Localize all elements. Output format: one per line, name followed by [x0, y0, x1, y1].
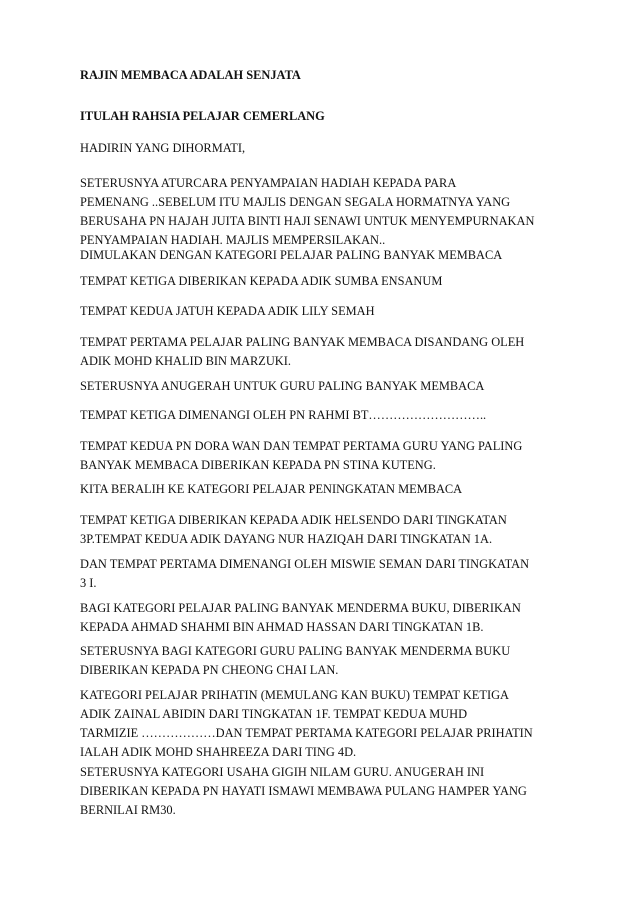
text-line: PENYAMPAIAN HADIAH. MAJLIS MEMPERSILAKAN.. [80, 233, 386, 247]
text-line: TEMPAT KEDUA PN DORA WAN DAN TEMPAT PERTAMA GURU YANG PALING [80, 439, 523, 453]
text-line: DIBERIKAN KEPADA PN HAYATI ISMAWI MEMBAWA PULANG HAMPER YANG [80, 784, 527, 798]
text-line: SETERUSNYA KATEGORI USAHA GIGIH NILAM GURU. ANUGERAH INI [80, 765, 485, 779]
text-line: TARMIZIE ………………DAN TEMPAT PERTAMA KATEGORI PELAJAR PRIHATIN [80, 726, 533, 740]
text-line: 3 I. [80, 576, 97, 590]
paragraph-second-place-student [80, 302, 580, 321]
text-line: SETERUSNYA ATURCARA PENYAMPAIAN HADIAH KEPADA PARA [80, 176, 457, 190]
text-line: BANYAK MEMBACA DIBERIKAN KEPADA PN STINA KUTENG. [80, 458, 436, 472]
paragraph-category-most-reading-teacher [80, 377, 580, 396]
paragraph-category-nilam-teacher [80, 763, 580, 820]
text-line: TEMPAT KETIGA DIMENANGI OLEH PN RAHMI BT……………………….. [80, 408, 487, 422]
paragraph-category-book-donation-teacher [80, 642, 580, 680]
text-line: TEMPAT PERTAMA PELAJAR PALING BANYAK MEMBACA DISANDANG OLEH [80, 335, 525, 349]
paragraph-category-reading-improvement [80, 480, 580, 499]
text-line: DIMULAKAN DENGAN KATEGORI PELAJAR PALING BANYAK MEMBACA [80, 248, 503, 262]
paragraph-second-first-place-teacher [80, 437, 580, 475]
text-line: DAN TEMPAT PERTAMA DIMENANGI OLEH MISWIE SEMAN DARI TINGKATAN [80, 557, 530, 571]
text-line: BAGI KATEGORI PELAJAR PALING BANYAK MENDERMA BUKU, DIBERIKAN [80, 601, 521, 615]
document-subheading: ITULAH RAHSIA PELAJAR CEMERLANG [80, 109, 325, 123]
paragraph-improvement-first [80, 555, 580, 593]
paragraph-first-place-student [80, 333, 580, 371]
paragraph-category-book-donation-student [80, 599, 580, 637]
text-line: TEMPAT KETIGA DIBERIKAN KEPADA ADIK SUMBA ENSANUM [80, 274, 443, 288]
text-line: KITA BERALIH KE KATEGORI PELAJAR PENINGKATAN MEMBACA [80, 482, 463, 496]
text-line: KEPADA AHMAD SHAHMI BIN AHMAD HASSAN DARI TINGKATAN 1B. [80, 620, 484, 634]
text-line: HADIRIN YANG DIHORMATI, [80, 141, 246, 155]
text-line: BERUSAHA PN HAJAH JUITA BINTI HAJI SENAWI UNTUK MENYEMPURNAKAN [80, 214, 535, 228]
paragraph-ceremony-intro [80, 174, 580, 250]
paragraph-improvement-third-second [80, 511, 580, 549]
text-line: IALAH ADIK MOHD SHAHREEZA DARI TING 4D. [80, 745, 357, 759]
document-heading: RAJIN MEMBACA ADALAH SENJATA [80, 68, 301, 82]
text-line: SETERUSNYA BAGI KATEGORI GURU PALING BANYAK MENDERMA BUKU [80, 644, 511, 658]
paragraph-third-place-student [80, 272, 580, 291]
paragraph-category-caring-student [80, 686, 580, 762]
text-line: TEMPAT KEDUA JATUH KEPADA ADIK LILY SEMAH [80, 304, 375, 318]
text-line: ADIK MOHD KHALID BIN MARZUKI. [80, 354, 291, 368]
text-line: DIBERIKAN KEPADA PN CHEONG CHAI LAN. [80, 663, 339, 677]
text-line: BERNILAI RM30. [80, 803, 176, 817]
text-line: PEMENANG ..SEBELUM ITU MAJLIS DENGAN SEGALA HORMATNYA YANG [80, 195, 511, 209]
paragraph-category-most-reading-student [80, 246, 580, 265]
text-line: SETERUSNYA ANUGERAH UNTUK GURU PALING BANYAK MEMBACA [80, 379, 485, 393]
paragraph-greeting [80, 139, 580, 158]
paragraph-third-place-teacher [80, 406, 580, 425]
text-line: TEMPAT KETIGA DIBERIKAN KEPADA ADIK HELSENDO DARI TINGKATAN [80, 513, 507, 527]
text-line: KATEGORI PELAJAR PRIHATIN (MEMULANG KAN BUKU) TEMPAT KETIGA [80, 688, 509, 702]
text-line: 3P.TEMPAT KEDUA ADIK DAYANG NUR HAZIQAH DARI TINGKATAN 1A. [80, 532, 493, 546]
text-line: ADIK ZAINAL ABIDIN DARI TINGKATAN 1F. TEMPAT KEDUA MUHD [80, 707, 468, 721]
